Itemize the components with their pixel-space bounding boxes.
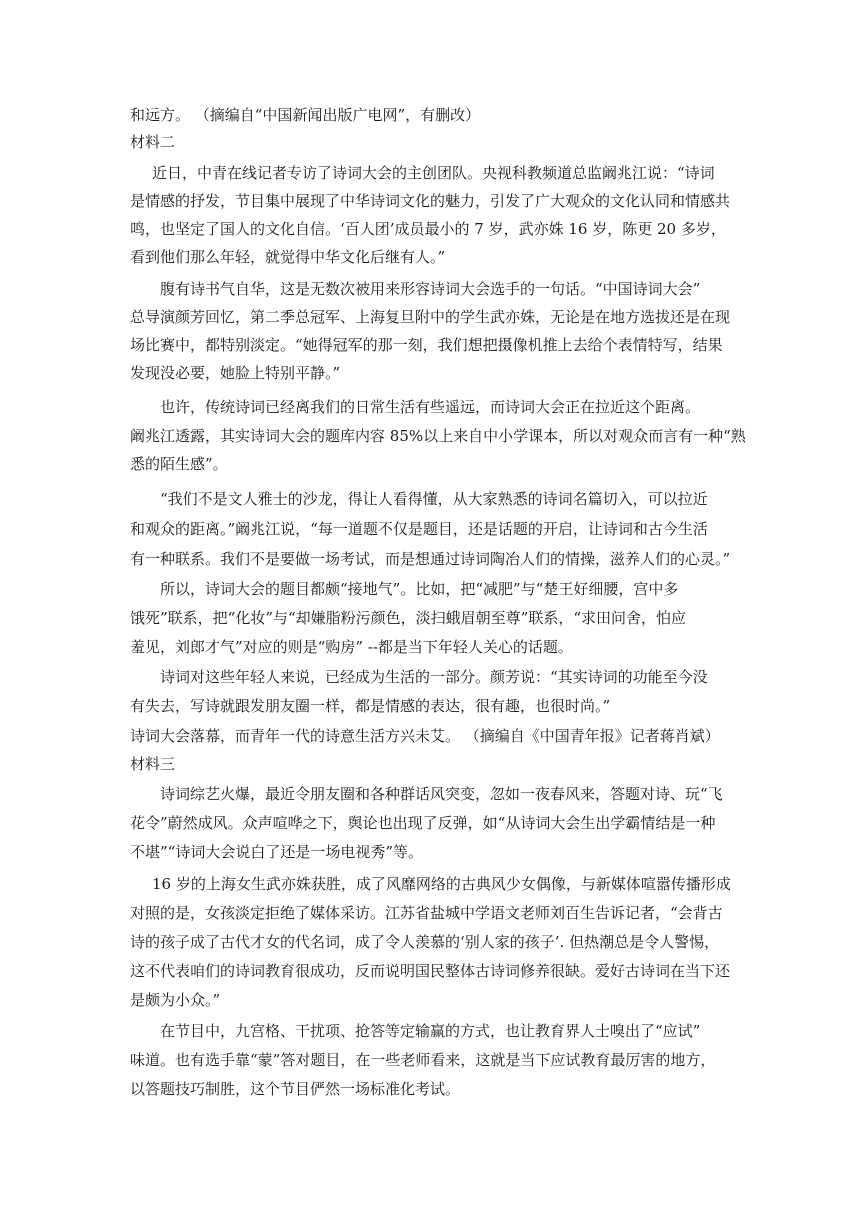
paragraph-line: 是情感的抒发，节目集中展现了中华诗词文化的魅力，引发了广大观众的文化认同和情感共 — [130, 192, 731, 210]
paragraph-line: 和观众的距离。”阚兆江说，“每一道题不仅是题目，还是话题的开启，让诗词和古今生活 — [130, 520, 708, 538]
paragraph-line: 花令”蔚然成风。众声喧哗之下，舆论也出现了反弹，如“从诗词大会生出学霸情结是一种 — [130, 814, 716, 832]
paragraph-line: 16 岁的上海女生武亦姝获胜，成了风靡网络的古典风少女偶像，与新媒体喧嚣传播形成 — [152, 875, 731, 893]
paragraph-line: 所以，诗词大会的题目都颇“接地气”。比如，把“减肥”与“楚王好细腰，宫中多 — [160, 580, 679, 598]
paragraph-line: 不堪”“诗词大会说白了还是一场电视秀”等。 — [130, 843, 424, 861]
text-line: 和远方。 （摘编自“中国新闻出版广电网”，有删改） — [130, 106, 481, 124]
paragraph-line: “我们不是文人雅士的沙龙，得让人看得懂，从大家熟悉的诗词名篇切入，可以拉近 — [160, 490, 708, 508]
paragraph-line: 看到他们那么年轻，就觉得中华文化后继有人。” — [130, 248, 446, 266]
paragraph-line: 是颇为小众。” — [130, 991, 221, 1009]
section-heading: 材料二 — [130, 133, 176, 151]
paragraph-line: 鸣，也坚定了国人的文化自信。‘百人团’成员最小的 7 岁，武亦姝 16 岁，陈更 20 多岁， — [130, 220, 726, 238]
paragraph-line: 也许，传统诗词已经离我们的日常生活有些遥远，而诗词大会正在拉近这个距离。 — [160, 398, 701, 416]
paragraph-line: 诗的孩子成了古代才女的代名词，成了令人羡慕的‘别人家的孩子’. 但热潮总是令人警惕， — [130, 933, 720, 951]
paragraph-line: 发现没必要，她脸上特别平静。” — [130, 364, 341, 382]
paragraph-line: 在节目中，九宫格、干扰项、抢答等定输赢的方式，也让教育界人士嗅出了“应试” — [160, 1022, 701, 1040]
paragraph-line: 有失去，写诗就跟发朋友圈一样，都是情感的表达，很有趣，也很时尚。” — [130, 697, 611, 715]
paragraph-line: 总导演颜芳回忆，第二季总冠军、上海复旦附中的学生武亦姝，无论是在地方选拔还是在现 — [130, 308, 731, 326]
paragraph-line: 诗词综艺火爆，最近令朋友圈和各种群话风突变，忽如一夜春风来，答题对诗、玩“飞 — [160, 785, 723, 803]
paragraph-line: 饿死”联系，把“化妆”与“却嫌脂粉污颜色，淡扫蛾眉朝至尊”联系，“求田问舍，怕应 — [130, 609, 687, 627]
paragraph-line: 有一种联系。我们不是要做一场考试，而是想通过诗词陶冶人们的情操，滋养人们的心灵。” — [130, 550, 731, 568]
paragraph-line: 诗词对这些年轻人来说，已经成为生活的一部分。颜芳说：“其实诗词的功能至今没 — [160, 668, 708, 686]
paragraph-line: 腹有诗书气自华，这是无数次被用来形容诗词大会选手的一句话。“中国诗词大会” — [160, 280, 701, 298]
paragraph-line: 这不代表咱们的诗词教育很成功，反而说明国民整体古诗词修养很缺。爱好古诗词在当下还 — [130, 962, 731, 980]
paragraph-line: 阚兆江透露，其实诗词大会的题库内容 85%以上来自中小学课本，所以对观众而言有一种“熟 — [130, 427, 746, 445]
paragraph-line: 近日，中青在线记者专访了诗词大会的主创团队。央视科教频道总监阚兆江说：“诗词 — [152, 164, 715, 182]
paragraph-line: 以答题技巧制胜，这个节目俨然一场标准化考试。 — [130, 1080, 461, 1098]
paragraph-line: 诗词大会落幕，而青年一代的诗意生活方兴未艾。 （摘编自《中国青年报》记者蒋肖斌） — [130, 727, 720, 745]
paragraph-line: 羞见，刘郎才气”对应的则是“购房” --都是当下年轻人关心的话题。 — [130, 638, 573, 656]
paragraph-line: 味道。也有选手靠“蒙”答对题目，在一些老师看来，这就是当下应试教育最厉害的地方， — [130, 1051, 716, 1069]
paragraph-line: 对照的是，女孩淡定拒绝了媒体采访。江苏省盐城中学语文老师刘百生告诉记者，“会背古 — [130, 904, 723, 922]
paragraph-line: 悉的陌生感”。 — [130, 455, 228, 473]
paragraph-line: 场比赛中，都特别淡定。“她得冠军的那一刻，我们想把摄像机推上去给个表情特写，结果 — [130, 336, 723, 354]
section-heading: 材料三 — [130, 755, 176, 773]
